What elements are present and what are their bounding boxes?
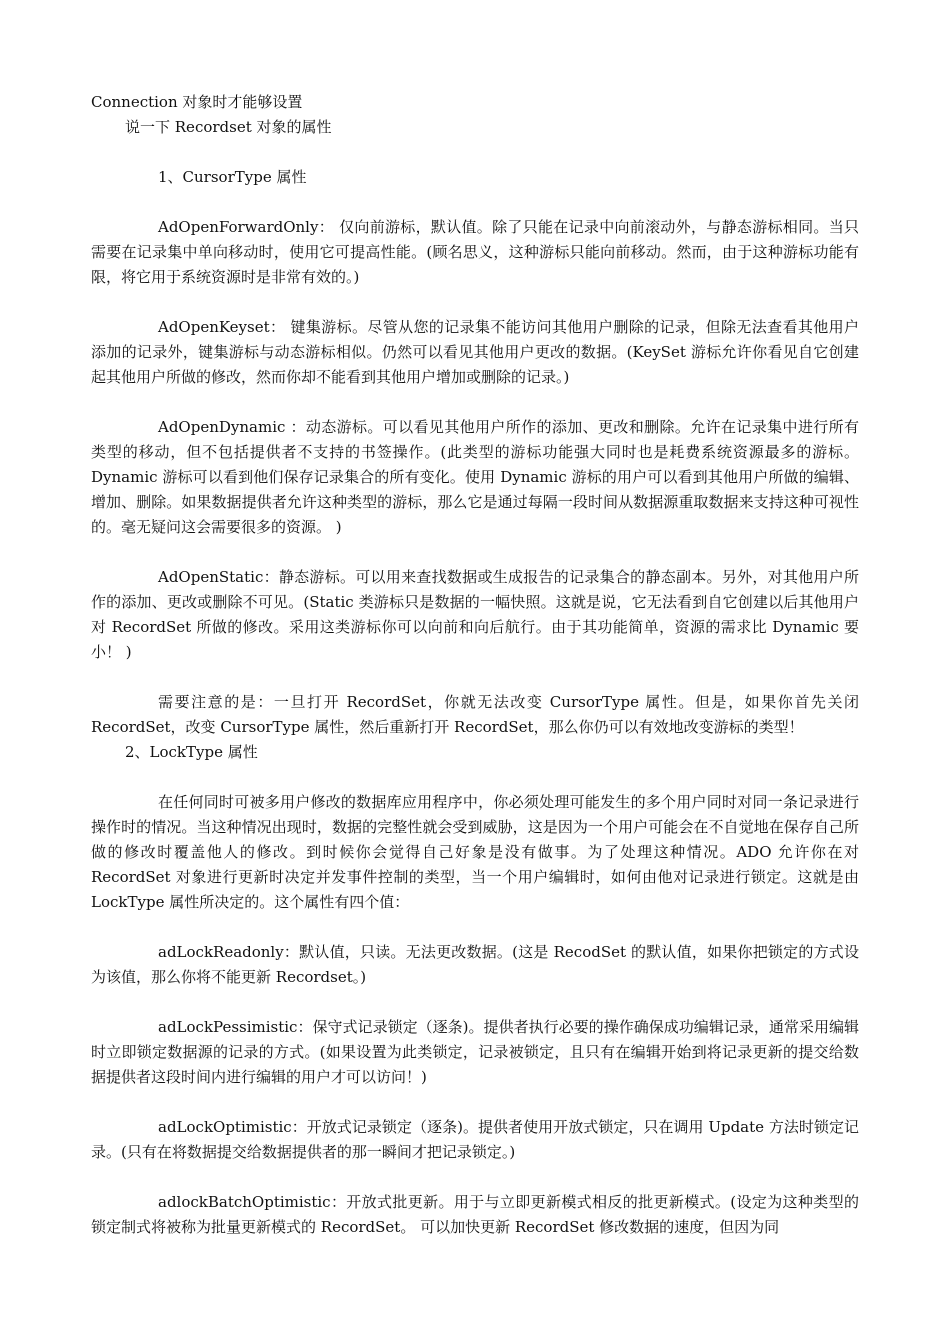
paragraph-lock-readonly: adLockReadonly：默认值，只读。无法更改数据。(这是 RecodSet 的默认值，如果你把锁定的方式设为该值，那么你将不能更新 Recordset。): [91, 943, 859, 986]
cursortype-heading: 1、CursorType 属性: [158, 168, 307, 186]
paragraph-static: AdOpenStatic：静态游标。可以用来查找数据或生成报告的记录集合的静态副本。另外，对其他用户所作的添加、更改或删除不可见。(Static 类游标只是数据的一幅快照。这就是说，它无法看到自它创建以后其他用户对 RecordSet 所做的修改。采用这类游标你可以向前和向后航行。由于其功能简单，资源的需求比 Dynamic 要小！ ): [91, 568, 859, 661]
document-page: [91, 90, 859, 1240]
paragraph-forwardonly: AdOpenForwardOnly： 仅向前游标，默认值。除了只能在记录中向前滚动外，与静态游标相同。当只需要在记录集中单向移动时，使用它可提高性能。(顾名思义，这种游标只能向前移动。然而，由于这种游标功能有限，将它用于系统资源时是非常有效的。): [91, 218, 859, 286]
paragraph-note: 需要注意的是：一旦打开 RecordSet，你就无法改变 CursorType 属性。但是，如果你首先关闭 RecordSet，改变 CursorType 属性，然后重新打开 RecordSet，那么你仍可以有效地改变游标的类型！: [91, 693, 859, 736]
paragraph-dynamic: AdOpenDynamic ：动态游标。可以看见其他用户所作的添加、更改和删除。允许在记录集中进行所有类型的移动，但不包括提供者不支持的书签操作。(此类型的游标功能强大同时也是耗费系统资源最多的游标。Dynamic 游标可以看到他们保存记录集合的所有变化。使用 Dynamic 游标的用户可以看到其他用户所做的编辑、增加、删除。如果数据提供者允许这种类型的游标，那么它是通过每隔一段时间从数据源重取数据来支持这种可视性的。毫无疑问这会需要很多的资源。 ): [91, 418, 859, 536]
locktype-heading: 2、LockType 属性: [125, 743, 258, 761]
paragraph-lock-batch: adlockBatchOptimistic：开放式批更新。用于与立即更新模式相反的批更新模式。(设定为这种类型的锁定制式将被称为批量更新模式的 RecordSet。 可以加快更新 RecordSet 修改数据的速度，但因为同: [91, 1193, 859, 1236]
paragraph-lock-optimistic: adLockOptimistic：开放式记录锁定（逐条)。提供者使用开放式锁定，只在调用 Update 方法时锁定记录。(只有在将数据提交给数据提供者的那一瞬间才把记录锁定。): [91, 1118, 859, 1161]
paragraph-keyset: AdOpenKeyset： 键集游标。尽管从您的记录集不能访问其他用户删除的记录，但除无法查看其他用户添加的记录外，键集游标与动态游标相似。仍然可以看见其他用户更改的数据。(KeySet 游标允许你看见自它创建起其他用户所做的修改，然而你却不能看到其他用户增加或删除的记录。): [91, 318, 859, 386]
recordset-properties-heading: 说一下 Recordset 对象的属性: [125, 118, 332, 136]
paragraph-lock-pessimistic: adLockPessimistic：保守式记录锁定（逐条)。提供者执行必要的操作确保成功编辑记录，通常采用编辑时立即锁定数据源的记录的方式。(如果设置为此类锁定，记录被锁定，且只有在编辑开始到将记录更新的提交给数据提供者这段时间内进行编辑的用户才可以访问！): [91, 1018, 859, 1086]
paragraph-lock-intro: 在任何同时可被多用户修改的数据库应用程序中，你必须处理可能发生的多个用户同时对同一条记录进行操作时的情况。当这种情况出现时，数据的完整性就会受到威胁，这是因为一个用户可能会在不自觉地在保存自己所做的修改时覆盖他人的修改。到时候你会觉得自己好象是没有做事。为了处理这种情况。ADO 允许你在对 RecordSet 对象进行更新时决定并发事件控制的类型，当一个用户编辑时，如何由他对记录进行锁定。这就是由 LockType 属性所决定的。这个属性有四个值：: [91, 793, 859, 911]
intro-line: Connection 对象时才能够设置: [91, 93, 303, 111]
